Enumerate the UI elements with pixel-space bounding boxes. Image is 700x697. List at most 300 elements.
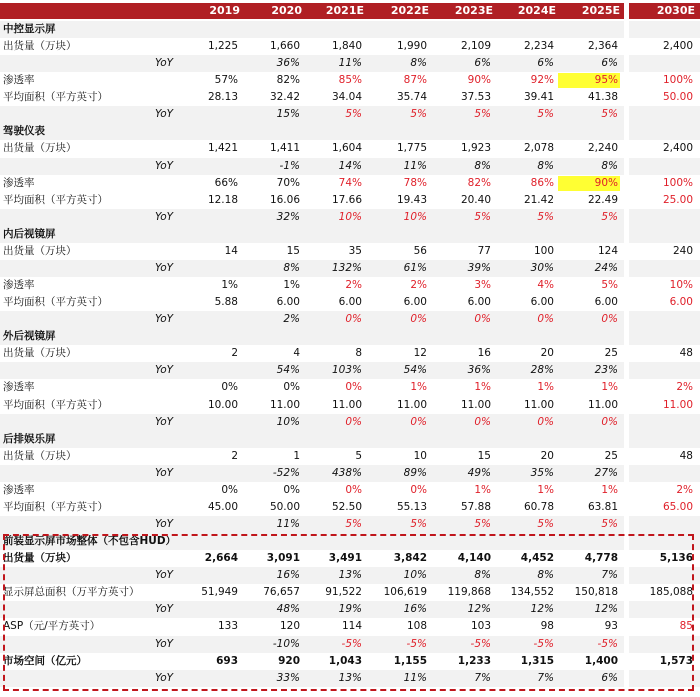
value-cell: 57%: [214, 74, 238, 87]
value-cell: 90%: [558, 176, 620, 191]
value-cell: 15%: [276, 108, 300, 121]
value-cell: 0%: [283, 483, 300, 496]
value-cell: 920: [278, 654, 300, 667]
value-cell: 3,091: [266, 552, 300, 565]
row-label: 出货量（万块）: [3, 347, 77, 360]
value-cell: 120: [279, 620, 300, 633]
value-cell: [633, 107, 695, 122]
row-label: YoY: [155, 210, 174, 223]
value-cell: -10%: [272, 637, 300, 650]
value-cell: 0%: [410, 483, 427, 496]
yoy-row: [0, 106, 700, 123]
row-label: YoY: [155, 364, 174, 377]
value-cell: 92%: [530, 74, 554, 87]
value-cell: -5%: [533, 637, 554, 650]
value-cell: 54%: [403, 364, 427, 377]
value-cell: [633, 210, 695, 225]
value-cell: 10%: [276, 415, 300, 428]
value-cell: 5%: [537, 518, 554, 531]
metric-row: [0, 397, 700, 414]
value-cell: 5: [355, 449, 362, 462]
value-cell: 0%: [345, 381, 362, 394]
value-cell: [633, 159, 695, 174]
year-header: 2025E: [581, 4, 620, 17]
value-cell: 2: [231, 347, 238, 360]
value-cell: 4,140: [457, 552, 491, 565]
value-cell: 20: [540, 347, 554, 360]
value-cell: 77: [477, 244, 491, 257]
value-cell: 1%: [221, 279, 238, 292]
value-cell: 24%: [594, 261, 618, 274]
value-cell: 48%: [276, 603, 300, 616]
value-cell: 119,868: [447, 586, 491, 599]
value-cell: 0%: [474, 313, 491, 326]
value-cell: 13%: [338, 569, 362, 582]
row-label: YoY: [155, 466, 174, 479]
value-cell: 35.74: [396, 91, 427, 104]
value-cell: 4: [293, 347, 300, 360]
value-cell: 1,155: [393, 654, 427, 667]
section-title: 外后视镜屏: [3, 330, 56, 343]
value-cell: 6.00: [594, 296, 618, 309]
value-cell: 89%: [403, 466, 427, 479]
row-label: 显示屏总面积（万平方英寸）: [3, 586, 140, 599]
row-label: 渗透率: [3, 74, 35, 87]
value-cell: 6.00: [338, 296, 362, 309]
value-cell: 37.53: [460, 91, 491, 104]
metric-row: [0, 38, 700, 55]
value-cell: 61%: [403, 261, 427, 274]
value-cell: 16: [477, 347, 491, 360]
value-cell: 2%: [676, 483, 693, 496]
value-cell: 34.04: [331, 91, 362, 104]
value-cell: -5%: [406, 637, 427, 650]
row-label: YoY: [155, 313, 174, 326]
yoy-row: [0, 465, 700, 482]
row-label: ASP（元/平方英寸）: [3, 620, 101, 633]
value-cell: 95%: [558, 73, 620, 88]
value-cell: 19.43: [396, 193, 427, 206]
value-cell: 106,619: [383, 586, 427, 599]
value-cell: 2,664: [204, 552, 238, 565]
section-title: 前装显示屏市场整体（不包含HUD）: [3, 535, 177, 548]
metric-row: [0, 482, 700, 499]
value-cell: 78%: [403, 176, 427, 189]
value-cell: 4%: [537, 279, 554, 292]
row-label: YoY: [155, 108, 174, 121]
value-cell: 12.18: [207, 193, 238, 206]
value-cell: 6%: [601, 671, 618, 684]
value-cell: 63.81: [587, 500, 618, 513]
value-cell: 13%: [338, 671, 362, 684]
row-label: YoY: [155, 603, 174, 616]
value-cell: [633, 466, 695, 481]
row-label: 平均面积（平方英寸）: [3, 296, 108, 309]
row-label: 出货量（万块）: [3, 552, 77, 565]
yoy-row: [0, 362, 700, 379]
value-cell: 20: [540, 449, 554, 462]
value-cell: [633, 671, 695, 686]
value-cell: 48: [679, 347, 693, 360]
value-cell: [178, 671, 240, 686]
value-cell: 70%: [276, 176, 300, 189]
value-cell: 25.00: [662, 193, 693, 206]
value-cell: 93: [604, 620, 618, 633]
value-cell: 16.06: [269, 193, 300, 206]
metric-row: [0, 277, 700, 294]
section-title-row: [0, 431, 700, 448]
value-cell: 103%: [331, 364, 362, 377]
value-cell: 3,842: [393, 552, 427, 565]
value-cell: 30%: [530, 261, 554, 274]
section-title: 驾驶仪表: [3, 125, 45, 138]
value-cell: 3%: [474, 279, 491, 292]
value-cell: 1,923: [460, 142, 491, 155]
value-cell: 3,491: [328, 552, 362, 565]
value-cell: 1: [293, 449, 300, 462]
value-cell: 10: [413, 449, 427, 462]
value-cell: 0%: [345, 313, 362, 326]
year-header: 2023E: [454, 4, 493, 17]
value-cell: 6%: [474, 57, 491, 70]
row-label: YoY: [155, 569, 174, 582]
yoy-row: [0, 516, 700, 533]
value-cell: 85: [679, 620, 693, 633]
value-cell: 49%: [467, 466, 491, 479]
value-cell: 2,364: [587, 40, 618, 53]
value-cell: 1,604: [331, 142, 362, 155]
value-cell: 7%: [601, 569, 618, 582]
value-cell: 103: [470, 620, 491, 633]
value-cell: 10%: [669, 279, 693, 292]
value-cell: 11.00: [662, 398, 693, 411]
value-cell: 6%: [601, 57, 618, 70]
value-cell: 74%: [338, 176, 362, 189]
value-cell: 6%: [537, 57, 554, 70]
value-cell: [633, 568, 695, 583]
value-cell: 1%: [537, 381, 554, 394]
value-cell: 11.00: [460, 398, 491, 411]
value-cell: 60.78: [523, 500, 554, 513]
value-cell: 5%: [601, 518, 618, 531]
value-cell: [178, 568, 240, 583]
value-cell: 85%: [338, 74, 362, 87]
value-cell: 134,552: [510, 586, 554, 599]
value-cell: 100: [533, 244, 554, 257]
metric-row: [0, 140, 700, 157]
value-cell: 11%: [403, 671, 427, 684]
value-cell: 33%: [276, 671, 300, 684]
metric-row: [0, 499, 700, 516]
value-cell: 0%: [537, 415, 554, 428]
value-cell: 7%: [474, 671, 491, 684]
value-cell: 15: [286, 244, 300, 257]
value-cell: 55.13: [396, 500, 427, 513]
value-cell: 0%: [474, 415, 491, 428]
value-cell: 0%: [283, 381, 300, 394]
value-cell: 23%: [594, 364, 618, 377]
value-cell: -5%: [341, 637, 362, 650]
value-cell: 2: [231, 449, 238, 462]
value-cell: -1%: [279, 159, 300, 172]
table-header: [0, 0, 700, 21]
column-separator: [624, 0, 629, 697]
value-cell: 41.38: [587, 91, 618, 104]
value-cell: 100%: [662, 176, 693, 189]
row-label: 出货量（万块）: [3, 449, 77, 462]
year-header: 2022E: [390, 4, 429, 17]
value-cell: 240: [672, 244, 693, 257]
metric-row: [0, 584, 700, 601]
value-cell: 45.00: [207, 500, 238, 513]
metric-row: [0, 72, 700, 89]
row-label: 出货量（万块）: [3, 40, 77, 53]
value-cell: 11.00: [396, 398, 427, 411]
value-cell: 90%: [467, 74, 491, 87]
section-title-row: [0, 533, 700, 550]
value-cell: 56: [413, 244, 427, 257]
value-cell: 1,400: [584, 654, 618, 667]
yoy-row: [0, 567, 700, 584]
value-cell: 91,522: [325, 586, 362, 599]
yoy-row: [0, 55, 700, 72]
section-title: 内后视镜屏: [3, 227, 56, 240]
value-cell: 0%: [221, 483, 238, 496]
value-cell: 12%: [594, 603, 618, 616]
value-cell: 27%: [594, 466, 618, 479]
value-cell: 22.49: [587, 193, 618, 206]
value-cell: 2,234: [523, 40, 554, 53]
row-label: YoY: [155, 57, 174, 70]
value-cell: 1,421: [207, 142, 238, 155]
section-title: 后排娱乐屏: [3, 432, 56, 445]
year-header: 2019: [209, 4, 240, 17]
value-cell: 1,315: [520, 654, 554, 667]
value-cell: 0%: [537, 313, 554, 326]
value-cell: 1%: [283, 279, 300, 292]
value-cell: 2,078: [523, 142, 554, 155]
value-cell: 16%: [403, 603, 427, 616]
value-cell: 150,818: [574, 586, 618, 599]
yoy-row: [0, 158, 700, 175]
metric-row: [0, 243, 700, 260]
value-cell: [633, 312, 695, 327]
value-cell: 1%: [601, 381, 618, 394]
section-title-row: [0, 21, 700, 38]
value-cell: 5%: [601, 210, 618, 223]
value-cell: 17.66: [331, 193, 362, 206]
value-cell: 8%: [283, 261, 300, 274]
value-cell: 8: [355, 347, 362, 360]
value-cell: 1,990: [396, 40, 427, 53]
value-cell: 21.42: [523, 193, 554, 206]
row-label: 平均面积（平方英寸）: [3, 91, 108, 104]
metric-row: [0, 653, 700, 670]
value-cell: 6.00: [669, 296, 693, 309]
yoy-row: [0, 636, 700, 653]
value-cell: 14: [224, 244, 238, 257]
value-cell: 5%: [601, 279, 618, 292]
value-cell: 0%: [410, 313, 427, 326]
yoy-row: [0, 209, 700, 226]
row-label: YoY: [155, 261, 174, 274]
value-cell: 50.00: [662, 91, 693, 104]
value-cell: 39%: [467, 261, 491, 274]
value-cell: 1,775: [396, 142, 427, 155]
metric-row: [0, 379, 700, 396]
metric-row: [0, 345, 700, 362]
value-cell: 7%: [537, 671, 554, 684]
section-title-row: [0, 328, 700, 345]
value-cell: 82%: [276, 74, 300, 87]
value-cell: [633, 56, 695, 71]
value-cell: 86%: [530, 176, 554, 189]
value-cell: 6.00: [467, 296, 491, 309]
value-cell: [178, 107, 240, 122]
value-cell: 52.50: [331, 500, 362, 513]
value-cell: 10%: [403, 210, 427, 223]
value-cell: 25: [604, 449, 618, 462]
value-cell: 35: [348, 244, 362, 257]
value-cell: 1,225: [207, 40, 238, 53]
value-cell: 0%: [601, 313, 618, 326]
value-cell: 100%: [662, 74, 693, 87]
value-cell: [178, 415, 240, 430]
value-cell: 1,840: [331, 40, 362, 53]
value-cell: [633, 517, 695, 532]
value-cell: 5%: [345, 108, 362, 121]
value-cell: 1,043: [328, 654, 362, 667]
metric-row: [0, 175, 700, 192]
value-cell: 12%: [467, 603, 491, 616]
yoy-row: [0, 311, 700, 328]
section-title-row: [0, 226, 700, 243]
value-cell: [178, 312, 240, 327]
value-cell: 11.00: [331, 398, 362, 411]
value-cell: 32.42: [269, 91, 300, 104]
value-cell: 0%: [601, 415, 618, 428]
value-cell: -52%: [272, 466, 300, 479]
value-cell: [633, 363, 695, 378]
row-label: 出货量（万块）: [3, 244, 77, 257]
value-cell: [178, 363, 240, 378]
value-cell: 6.00: [530, 296, 554, 309]
value-cell: [178, 602, 240, 617]
metric-row: [0, 618, 700, 635]
value-cell: 693: [216, 654, 238, 667]
value-cell: 2%: [283, 313, 300, 326]
value-cell: 1,573: [659, 654, 693, 667]
value-cell: [633, 602, 695, 617]
value-cell: 0%: [410, 415, 427, 428]
value-cell: 438%: [331, 466, 362, 479]
value-cell: 1%: [474, 483, 491, 496]
metric-row: [0, 550, 700, 567]
value-cell: 87%: [403, 74, 427, 87]
value-cell: 25: [604, 347, 618, 360]
value-cell: 108: [406, 620, 427, 633]
row-label: YoY: [155, 415, 174, 428]
row-label: 渗透率: [3, 279, 35, 292]
value-cell: 5%: [345, 518, 362, 531]
value-cell: 2,109: [460, 40, 491, 53]
value-cell: -5%: [597, 637, 618, 650]
value-cell: [178, 517, 240, 532]
value-cell: 2%: [345, 279, 362, 292]
value-cell: 5%: [474, 108, 491, 121]
value-cell: 4,778: [584, 552, 618, 565]
value-cell: 5%: [537, 108, 554, 121]
value-cell: 15: [477, 449, 491, 462]
value-cell: 48: [679, 449, 693, 462]
value-cell: 36%: [276, 57, 300, 70]
metric-row: [0, 192, 700, 209]
row-label: 市场空间（亿元）: [3, 654, 87, 667]
value-cell: 11%: [276, 518, 300, 531]
value-cell: 39.41: [523, 91, 554, 104]
value-cell: 10%: [338, 210, 362, 223]
yoy-row: [0, 414, 700, 431]
year-header: 2024E: [517, 4, 556, 17]
value-cell: 8%: [601, 159, 618, 172]
value-cell: 1,411: [269, 142, 300, 155]
row-label: 平均面积（平方英寸）: [3, 193, 108, 206]
value-cell: 8%: [474, 569, 491, 582]
value-cell: [633, 261, 695, 276]
value-cell: 2,400: [662, 142, 693, 155]
value-cell: 185,088: [649, 586, 693, 599]
value-cell: [178, 466, 240, 481]
year-header: 2030E: [656, 4, 695, 17]
value-cell: [633, 415, 695, 430]
row-label: 平均面积（平方英寸）: [3, 398, 108, 411]
value-cell: 20.40: [460, 193, 491, 206]
value-cell: 11%: [338, 57, 362, 70]
value-cell: 12: [413, 347, 427, 360]
value-cell: 0%: [221, 381, 238, 394]
value-cell: 114: [341, 620, 362, 633]
value-cell: 6.00: [276, 296, 300, 309]
metric-row: [0, 89, 700, 106]
value-cell: 5%: [537, 210, 554, 223]
value-cell: [178, 261, 240, 276]
value-cell: [178, 56, 240, 71]
value-cell: 5%: [601, 108, 618, 121]
value-cell: 10.00: [207, 398, 238, 411]
value-cell: 10%: [403, 569, 427, 582]
value-cell: 28%: [530, 364, 554, 377]
yoy-row: [0, 670, 700, 687]
value-cell: 1%: [474, 381, 491, 394]
value-cell: 57.88: [460, 500, 491, 513]
value-cell: 1,660: [269, 40, 300, 53]
value-cell: 1%: [537, 483, 554, 496]
row-label: YoY: [155, 671, 174, 684]
section-title-row: [0, 123, 700, 140]
value-cell: 5,136: [659, 552, 693, 565]
year-header: 2020: [271, 4, 302, 17]
value-cell: 11.00: [587, 398, 618, 411]
row-label: YoY: [155, 518, 174, 531]
row-label: 出货量（万块）: [3, 142, 77, 155]
value-cell: 132%: [331, 261, 362, 274]
value-cell: 5%: [410, 108, 427, 121]
row-label: YoY: [155, 159, 174, 172]
value-cell: 11.00: [523, 398, 554, 411]
value-cell: 4,452: [520, 552, 554, 565]
year-header: 2021E: [325, 4, 364, 17]
value-cell: 5%: [474, 210, 491, 223]
